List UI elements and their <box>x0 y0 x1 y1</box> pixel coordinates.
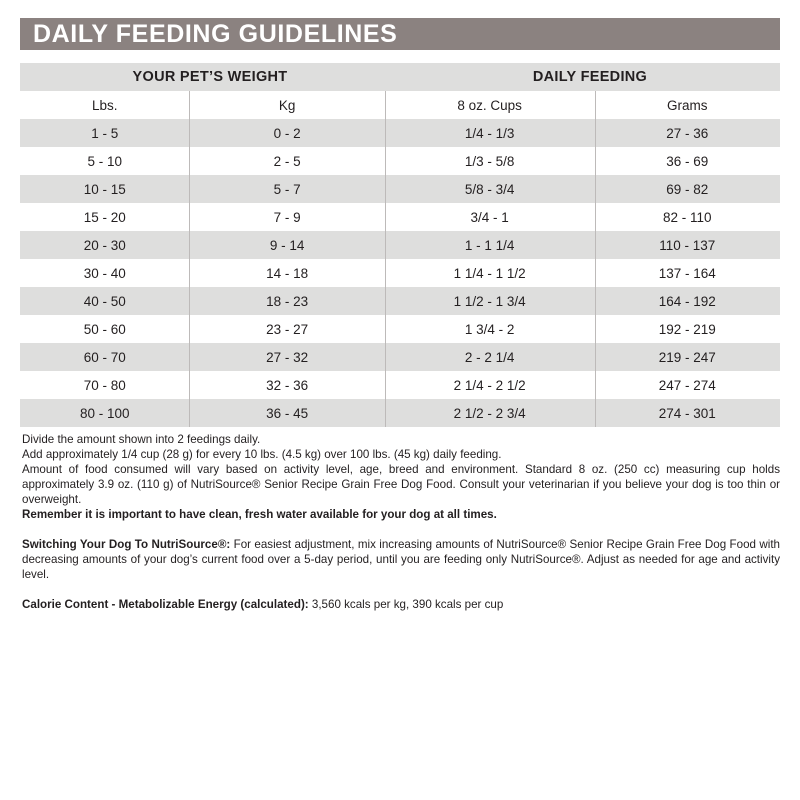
switching-text: For easiest adjustment, mix increasing amounts of NutriSource® Senior Recipe Grain Free Dog Food with decreasing amounts of your dog’s current food over a 5-day period, until you are feeding only NutriSource®. Adjust as needed for age and activity level. <box>22 538 780 581</box>
cell-kg: 5 - 7 <box>273 181 301 197</box>
cell-kg: 7 - 9 <box>273 209 301 225</box>
note-calorie <box>22 597 780 612</box>
cell-lbs: 1 - 5 <box>91 125 119 141</box>
cell-grams: 192 - 219 <box>658 321 716 337</box>
cell-cups: 2 1/2 - 2 3/4 <box>453 405 526 421</box>
cell-cups: 2 1/4 - 2 1/2 <box>453 377 526 393</box>
table-row <box>20 147 780 175</box>
table-row <box>20 399 780 427</box>
column-divider <box>595 91 596 427</box>
table-row <box>20 231 780 259</box>
cell-lbs: 70 - 80 <box>83 377 126 393</box>
cell-lbs: 5 - 10 <box>87 153 122 169</box>
table-row <box>20 203 780 231</box>
cell-grams: 82 - 110 <box>662 209 712 225</box>
calorie-text: 3,560 kcals per kg, 390 kcals per cup <box>308 598 504 611</box>
cell-kg: 9 - 14 <box>269 237 305 253</box>
cell-kg: 2 - 5 <box>273 153 301 169</box>
cell-grams: 164 - 192 <box>658 293 716 309</box>
table-row <box>20 371 780 399</box>
cell-kg: 27 - 32 <box>266 349 309 365</box>
cell-grams: 27 - 36 <box>666 125 709 141</box>
cell-grams: 110 - 137 <box>659 237 716 253</box>
feeding-group-header: DAILY FEEDING <box>532 69 648 85</box>
note-water-text: Remember it is important to have clean, fresh water available for your dog at all times. <box>22 508 497 521</box>
table-body <box>20 119 780 427</box>
page-title: DAILY FEEDING GUIDELINES <box>33 20 398 48</box>
cell-cups: 3/4 - 1 <box>470 209 509 225</box>
table-row <box>20 287 780 315</box>
cell-cups: 1 3/4 - 2 <box>464 321 515 337</box>
title-banner <box>20 18 780 50</box>
cell-lbs: 15 - 20 <box>83 209 126 225</box>
cell-cups: 2 - 2 1/4 <box>464 349 515 365</box>
cell-grams: 219 - 247 <box>658 349 716 365</box>
cell-grams: 69 - 82 <box>666 181 709 197</box>
table-row <box>20 315 780 343</box>
cell-kg: 23 - 27 <box>266 321 309 337</box>
cell-kg: 14 - 18 <box>266 265 309 281</box>
feeding-notes <box>22 432 780 612</box>
note-divide: Divide the amount shown into 2 feedings daily. <box>22 433 261 446</box>
cell-grams: 247 - 274 <box>658 377 716 393</box>
weight-group-header: YOUR PET’S WEIGHT <box>132 69 288 85</box>
note-amount: Amount of food consumed will vary based on activity level, age, breed and environment. Standard 8 oz. (250 cc) measuring cup holds approximately 3.9 oz. (110 g) of NutriSource® Senior Recipe Grain Free Dog Food. Consult your veterinarian if you believe your dog is too thin or overweight. <box>22 463 780 506</box>
column-header-cups: 8 oz. Cups <box>457 97 522 113</box>
column-header-grams: Grams <box>667 97 708 113</box>
cell-lbs: 60 - 70 <box>83 349 126 365</box>
group-header-row <box>20 63 780 91</box>
cell-lbs: 30 - 40 <box>83 265 126 281</box>
cell-lbs: 20 - 30 <box>83 237 126 253</box>
cell-cups: 1/3 - 5/8 <box>464 153 515 169</box>
cell-grams: 274 - 301 <box>658 405 716 421</box>
note-switching <box>22 537 780 582</box>
cell-lbs: 50 - 60 <box>83 321 126 337</box>
cell-kg: 18 - 23 <box>266 293 309 309</box>
table-row <box>20 259 780 287</box>
cell-cups: 1 1/2 - 1 3/4 <box>453 293 526 309</box>
column-header-row <box>20 91 780 119</box>
cell-cups: 5/8 - 3/4 <box>464 181 515 197</box>
cell-cups: 1 - 1 1/4 <box>464 237 515 253</box>
cell-grams: 137 - 164 <box>658 265 716 281</box>
cell-kg: 0 - 2 <box>273 125 301 141</box>
cell-cups: 1 1/4 - 1 1/2 <box>453 265 526 281</box>
cell-cups: 1/4 - 1/3 <box>464 125 515 141</box>
calorie-label: Calorie Content - Metabolizable Energy (calculated): <box>22 598 309 611</box>
column-divider <box>385 91 386 427</box>
cell-lbs: 10 - 15 <box>83 181 126 197</box>
switching-label: Switching Your Dog To NutriSource®: <box>22 538 231 551</box>
cell-grams: 36 - 69 <box>666 153 709 169</box>
note-water <box>22 507 780 522</box>
cell-kg: 32 - 36 <box>266 377 309 393</box>
note-add: Add approximately 1/4 cup (28 g) for every 10 lbs. (4.5 kg) over 100 lbs. (45 kg) daily feeding. <box>22 448 502 461</box>
column-header-kg: Kg <box>278 97 296 113</box>
feeding-table <box>20 63 780 427</box>
column-divider <box>189 91 190 427</box>
table-row <box>20 343 780 371</box>
table-row <box>20 175 780 203</box>
column-header-lbs: Lbs. <box>91 97 118 113</box>
cell-kg: 36 - 45 <box>266 405 309 421</box>
cell-lbs: 40 - 50 <box>83 293 126 309</box>
table-row <box>20 119 780 147</box>
cell-lbs: 80 - 100 <box>79 405 130 421</box>
